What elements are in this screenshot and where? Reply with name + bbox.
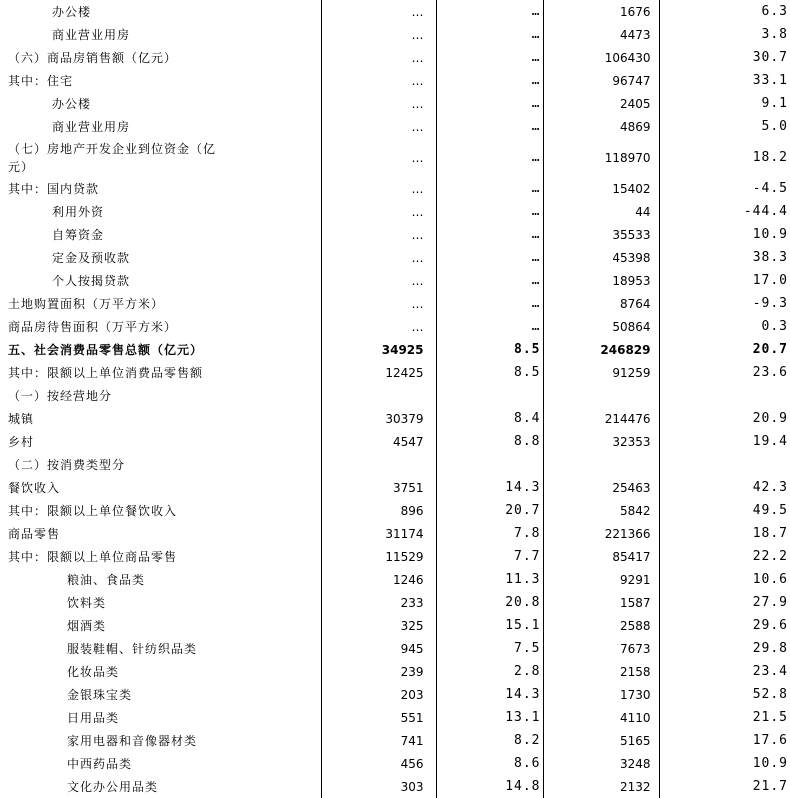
cumulative-growth-cell: 10.9 bbox=[659, 752, 790, 775]
cumulative-growth-cell: 18.7 bbox=[659, 522, 790, 545]
row-label: 个人按揭贷款 bbox=[52, 273, 131, 288]
cumulative-growth-cell: -44.4 bbox=[659, 200, 790, 223]
current-growth-cell: 14.3 bbox=[436, 476, 543, 499]
table-row bbox=[0, 200, 790, 223]
cumulative-growth-cell: 17.6 bbox=[659, 729, 790, 752]
cumulative-value-cell: 1730 bbox=[543, 683, 659, 706]
cumulative-value-cell: 4110 bbox=[543, 706, 659, 729]
row-label: 其中：住宅 bbox=[8, 73, 74, 88]
cumulative-growth-cell: 3.8 bbox=[659, 23, 790, 46]
current-growth-cell: … bbox=[436, 246, 543, 269]
table-row bbox=[0, 660, 790, 683]
cumulative-growth-cell: 6.3 bbox=[659, 0, 790, 23]
cumulative-value-cell bbox=[543, 384, 659, 407]
current-value-cell bbox=[321, 384, 436, 407]
cumulative-value-cell: 3248 bbox=[543, 752, 659, 775]
cumulative-growth-cell: 21.5 bbox=[659, 706, 790, 729]
table-row bbox=[0, 683, 790, 706]
row-label: 家用电器和音像器材类 bbox=[67, 733, 198, 748]
row-label: 金银珠宝类 bbox=[67, 687, 133, 702]
cumulative-value-cell: 2588 bbox=[543, 614, 659, 637]
row-label: 餐饮收入 bbox=[8, 480, 61, 495]
current-value-cell: 3751 bbox=[321, 476, 436, 499]
cumulative-value-cell: 246829 bbox=[543, 338, 659, 361]
cumulative-growth-cell bbox=[659, 384, 790, 407]
current-value-cell: 11529 bbox=[321, 545, 436, 568]
cumulative-growth-cell: 20.7 bbox=[659, 338, 790, 361]
cumulative-value-cell: 214476 bbox=[543, 407, 659, 430]
current-growth-cell: … bbox=[436, 315, 543, 338]
cumulative-value-cell: 106430 bbox=[543, 46, 659, 69]
table-row bbox=[0, 775, 790, 798]
cumulative-growth-cell: 27.9 bbox=[659, 591, 790, 614]
table-row bbox=[0, 545, 790, 568]
row-label: 定金及预收款 bbox=[52, 250, 131, 265]
current-growth-cell: 20.7 bbox=[436, 499, 543, 522]
row-label: 烟酒类 bbox=[67, 618, 107, 633]
row-label: 其中：限额以上单位消费品零售额 bbox=[8, 365, 204, 380]
cumulative-growth-cell: 22.2 bbox=[659, 545, 790, 568]
row-label: 服装鞋帽、针纺织品类 bbox=[67, 641, 198, 656]
cumulative-growth-cell: 10.6 bbox=[659, 568, 790, 591]
cumulative-value-cell: 7673 bbox=[543, 637, 659, 660]
current-growth-cell: 8.5 bbox=[436, 338, 543, 361]
row-label: 其中：国内贷款 bbox=[8, 181, 100, 196]
cumulative-growth-cell: 19.4 bbox=[659, 430, 790, 453]
cumulative-value-cell: 221366 bbox=[543, 522, 659, 545]
cumulative-growth-cell: 49.5 bbox=[659, 499, 790, 522]
table-row bbox=[0, 361, 790, 384]
current-value-cell: 741 bbox=[321, 729, 436, 752]
table-row bbox=[0, 115, 790, 138]
table-row bbox=[0, 292, 790, 315]
row-label: 日用品类 bbox=[67, 710, 120, 725]
cumulative-growth-cell: 29.6 bbox=[659, 614, 790, 637]
current-growth-cell: 8.4 bbox=[436, 407, 543, 430]
table-row bbox=[0, 729, 790, 752]
row-label: 其中：限额以上单位商品零售 bbox=[8, 549, 178, 564]
table-row bbox=[0, 499, 790, 522]
cumulative-value-cell: 1676 bbox=[543, 0, 659, 23]
table-row bbox=[0, 92, 790, 115]
row-label: 办公楼 bbox=[52, 96, 92, 111]
cumulative-value-cell: 85417 bbox=[543, 545, 659, 568]
current-value-cell: … bbox=[321, 115, 436, 138]
current-growth-cell: 8.8 bbox=[436, 430, 543, 453]
cumulative-value-cell: 44 bbox=[543, 200, 659, 223]
row-label: 商品零售 bbox=[8, 526, 61, 541]
current-growth-cell: … bbox=[436, 115, 543, 138]
cumulative-growth-cell: 18.2 bbox=[659, 138, 790, 177]
table-row bbox=[0, 223, 790, 246]
current-value-cell: … bbox=[321, 69, 436, 92]
current-value-cell: … bbox=[321, 46, 436, 69]
row-label: （一）按经营地分 bbox=[8, 388, 113, 403]
row-label: 城镇 bbox=[8, 411, 35, 426]
current-value-cell: 233 bbox=[321, 591, 436, 614]
cumulative-growth-cell: -9.3 bbox=[659, 292, 790, 315]
table-row bbox=[0, 706, 790, 729]
row-label: 其中：限额以上单位餐饮收入 bbox=[8, 503, 178, 518]
table-row bbox=[0, 138, 790, 177]
current-value-cell bbox=[321, 453, 436, 476]
row-label: 商业营业用房 bbox=[52, 27, 131, 42]
current-value-cell: 30379 bbox=[321, 407, 436, 430]
row-label: 粮油、食品类 bbox=[67, 572, 146, 587]
table-row bbox=[0, 246, 790, 269]
cumulative-growth-cell: 33.1 bbox=[659, 69, 790, 92]
current-value-cell: 4547 bbox=[321, 430, 436, 453]
current-growth-cell: … bbox=[436, 69, 543, 92]
current-value-cell: … bbox=[321, 223, 436, 246]
table-row bbox=[0, 338, 790, 361]
current-value-cell: … bbox=[321, 0, 436, 23]
current-value-cell: 34925 bbox=[321, 338, 436, 361]
current-growth-cell: 7.8 bbox=[436, 522, 543, 545]
current-value-cell: … bbox=[321, 92, 436, 115]
cumulative-growth-cell: -4.5 bbox=[659, 177, 790, 200]
cumulative-value-cell: 5165 bbox=[543, 729, 659, 752]
table-row bbox=[0, 752, 790, 775]
current-growth-cell: 8.2 bbox=[436, 729, 543, 752]
cumulative-growth-cell: 17.0 bbox=[659, 269, 790, 292]
row-label: 办公楼 bbox=[52, 4, 92, 19]
table-row bbox=[0, 23, 790, 46]
current-growth-cell: 2.8 bbox=[436, 660, 543, 683]
current-value-cell: 12425 bbox=[321, 361, 436, 384]
current-value-cell: 303 bbox=[321, 775, 436, 798]
cumulative-value-cell: 91259 bbox=[543, 361, 659, 384]
current-growth-cell: … bbox=[436, 177, 543, 200]
cumulative-value-cell: 96747 bbox=[543, 69, 659, 92]
cumulative-value-cell: 32353 bbox=[543, 430, 659, 453]
current-value-cell: 551 bbox=[321, 706, 436, 729]
current-value-cell: … bbox=[321, 246, 436, 269]
cumulative-value-cell: 1587 bbox=[543, 591, 659, 614]
current-growth-cell: 15.1 bbox=[436, 614, 543, 637]
cumulative-growth-cell: 29.8 bbox=[659, 637, 790, 660]
row-label: 乡村 bbox=[8, 434, 35, 449]
current-value-cell: … bbox=[321, 292, 436, 315]
current-growth-cell: 7.5 bbox=[436, 637, 543, 660]
current-growth-cell: … bbox=[436, 92, 543, 115]
cumulative-value-cell bbox=[543, 453, 659, 476]
row-label: （二）按消费类型分 bbox=[8, 457, 126, 472]
cumulative-growth-cell: 0.3 bbox=[659, 315, 790, 338]
table-row bbox=[0, 453, 790, 476]
current-growth-cell: … bbox=[436, 200, 543, 223]
current-growth-cell: 8.5 bbox=[436, 361, 543, 384]
current-value-cell: … bbox=[321, 177, 436, 200]
table-row bbox=[0, 591, 790, 614]
cumulative-growth-cell: 38.3 bbox=[659, 246, 790, 269]
cumulative-value-cell: 18953 bbox=[543, 269, 659, 292]
table-row bbox=[0, 614, 790, 637]
current-growth-cell bbox=[436, 453, 543, 476]
cumulative-growth-cell: 10.9 bbox=[659, 223, 790, 246]
row-label: 土地购置面积（万平方米） bbox=[8, 296, 165, 311]
current-value-cell: 1246 bbox=[321, 568, 436, 591]
current-growth-cell: … bbox=[436, 23, 543, 46]
table-row bbox=[0, 522, 790, 545]
cumulative-growth-cell: 9.1 bbox=[659, 92, 790, 115]
current-growth-cell: … bbox=[436, 269, 543, 292]
row-label: 中西药品类 bbox=[67, 756, 133, 771]
row-label: （七）房地产开发企业到位资金（亿元） bbox=[8, 141, 217, 174]
row-label: 文化办公用品类 bbox=[67, 779, 159, 794]
current-growth-cell: 8.6 bbox=[436, 752, 543, 775]
cumulative-growth-cell bbox=[659, 453, 790, 476]
cumulative-value-cell: 2158 bbox=[543, 660, 659, 683]
current-value-cell: 31174 bbox=[321, 522, 436, 545]
cumulative-value-cell: 8764 bbox=[543, 292, 659, 315]
cumulative-value-cell: 50864 bbox=[543, 315, 659, 338]
cumulative-value-cell: 2405 bbox=[543, 92, 659, 115]
row-label: 自筹资金 bbox=[52, 227, 105, 242]
current-value-cell: 456 bbox=[321, 752, 436, 775]
cumulative-growth-cell: 30.7 bbox=[659, 46, 790, 69]
cumulative-value-cell: 45398 bbox=[543, 246, 659, 269]
current-value-cell: 896 bbox=[321, 499, 436, 522]
current-value-cell: … bbox=[321, 23, 436, 46]
table-row bbox=[0, 0, 790, 23]
row-label: 商业营业用房 bbox=[52, 119, 131, 134]
current-value-cell: … bbox=[321, 315, 436, 338]
row-label: （六）商品房销售额（亿元） bbox=[8, 50, 178, 65]
row-label: 化妆品类 bbox=[67, 664, 120, 679]
current-value-cell: … bbox=[321, 200, 436, 223]
cumulative-value-cell: 4473 bbox=[543, 23, 659, 46]
cumulative-value-cell: 118970 bbox=[543, 138, 659, 177]
current-growth-cell: 7.7 bbox=[436, 545, 543, 568]
current-value-cell: … bbox=[321, 138, 436, 177]
table-row bbox=[0, 637, 790, 660]
current-growth-cell bbox=[436, 384, 543, 407]
cumulative-value-cell: 25463 bbox=[543, 476, 659, 499]
cumulative-value-cell: 4869 bbox=[543, 115, 659, 138]
current-value-cell: 239 bbox=[321, 660, 436, 683]
current-growth-cell: … bbox=[436, 46, 543, 69]
row-label: 利用外资 bbox=[52, 204, 105, 219]
table-row bbox=[0, 46, 790, 69]
cumulative-value-cell: 9291 bbox=[543, 568, 659, 591]
table-row bbox=[0, 269, 790, 292]
current-growth-cell: … bbox=[436, 0, 543, 23]
current-value-cell: … bbox=[321, 269, 436, 292]
cumulative-growth-cell: 23.4 bbox=[659, 660, 790, 683]
table-row bbox=[0, 476, 790, 499]
current-value-cell: 203 bbox=[321, 683, 436, 706]
cumulative-value-cell: 2132 bbox=[543, 775, 659, 798]
table-row bbox=[0, 315, 790, 338]
current-value-cell: 325 bbox=[321, 614, 436, 637]
table-row bbox=[0, 384, 790, 407]
cumulative-value-cell: 35533 bbox=[543, 223, 659, 246]
cumulative-growth-cell: 52.8 bbox=[659, 683, 790, 706]
table-row bbox=[0, 430, 790, 453]
row-label: 商品房待售面积（万平方米） bbox=[8, 319, 178, 334]
cumulative-growth-cell: 23.6 bbox=[659, 361, 790, 384]
table-row bbox=[0, 177, 790, 200]
table-row bbox=[0, 568, 790, 591]
cumulative-growth-cell: 5.0 bbox=[659, 115, 790, 138]
current-growth-cell: 14.3 bbox=[436, 683, 543, 706]
cumulative-value-cell: 5842 bbox=[543, 499, 659, 522]
cumulative-value-cell: 15402 bbox=[543, 177, 659, 200]
row-label: 饮料类 bbox=[67, 595, 107, 610]
current-growth-cell: 14.8 bbox=[436, 775, 543, 798]
current-growth-cell: 11.3 bbox=[436, 568, 543, 591]
table-row bbox=[0, 69, 790, 92]
current-growth-cell: 20.8 bbox=[436, 591, 543, 614]
current-growth-cell: … bbox=[436, 223, 543, 246]
cumulative-growth-cell: 42.3 bbox=[659, 476, 790, 499]
current-growth-cell: 13.1 bbox=[436, 706, 543, 729]
current-value-cell: 945 bbox=[321, 637, 436, 660]
row-label: 五、社会消费品零售总额（亿元） bbox=[8, 342, 204, 357]
current-growth-cell: … bbox=[436, 292, 543, 315]
table-row bbox=[0, 407, 790, 430]
cumulative-growth-cell: 20.9 bbox=[659, 407, 790, 430]
cumulative-growth-cell: 21.7 bbox=[659, 775, 790, 798]
current-growth-cell: … bbox=[436, 138, 543, 177]
